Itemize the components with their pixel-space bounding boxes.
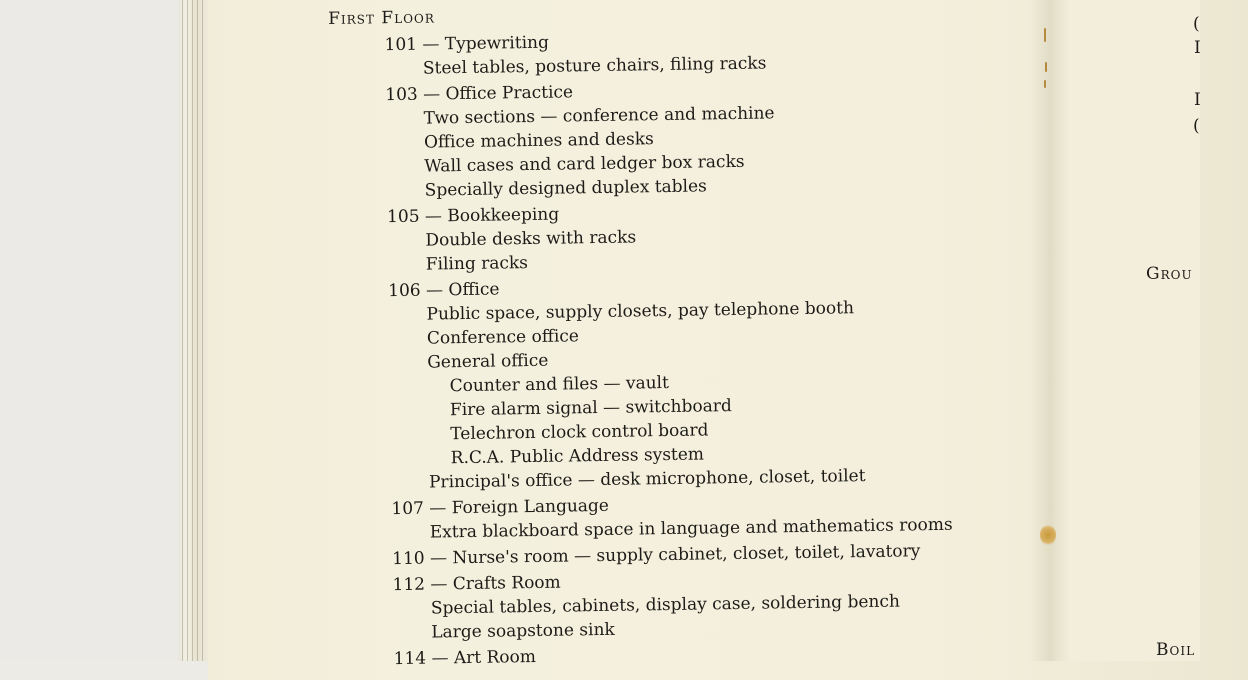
room-detail: Principal's office — desk microphone, closet, toilet [428, 466, 866, 493]
room-title: 105 — Bookkeeping [386, 204, 560, 228]
page-mark [1045, 62, 1047, 72]
room-title: 112 — Crafts Room [392, 572, 561, 596]
room-detail: Large soapstone sink [431, 619, 615, 643]
right-page-heading: Boil [1156, 640, 1196, 660]
right-page-edge-char: I [1194, 90, 1202, 110]
page-edges [178, 0, 208, 661]
room-detail: Double desks with racks [425, 227, 637, 251]
room-107 [335, 488, 1036, 546]
room-106 [332, 270, 1035, 496]
room-detail: Filing racks [425, 253, 529, 275]
room-detail: Special tables, cabinets, display case, soldering bench [430, 591, 901, 619]
section-heading: First Floor [328, 7, 435, 29]
room-detail: Office machines and desks [423, 129, 654, 153]
room-112 [336, 564, 1037, 646]
room-detail: Specially designed duplex tables [424, 176, 707, 201]
right-page-heading: Grou [1146, 264, 1193, 284]
room-detail: Two sections — conference and machine [423, 103, 775, 129]
page-stain [1040, 524, 1056, 546]
room-title: 101 — Typewriting [384, 32, 550, 56]
room-detail: Steel tables, posture chairs, filing racks [422, 53, 767, 79]
first-floor-list [328, 0, 1038, 672]
room-subdetail: Telechron clock control board [450, 420, 709, 445]
room-subdetail: Counter and files — vault [449, 372, 670, 397]
room-subdetail: Fire alarm signal — switchboard [449, 396, 732, 421]
right-page-edge-char: ( [1193, 116, 1201, 136]
room-title: 106 — Office [388, 279, 500, 302]
room-title: 107 — Foreign Language [391, 495, 610, 520]
room-detail: Conference office [426, 326, 580, 349]
room-101 [328, 24, 1029, 82]
room-detail: General office [427, 350, 549, 373]
room-title: 103 — Office Practice [385, 82, 574, 106]
background-surface [0, 0, 195, 661]
room-title: 110 — Nurse's room — supply cabinet, closet, toilet, lavatory [392, 541, 921, 570]
page-mark [1044, 28, 1046, 42]
room-detail: Public space, supply closets, pay telephone booth [426, 298, 855, 325]
page-mark [1044, 80, 1046, 88]
room-103 [329, 74, 1031, 204]
room-title: 114 — Art Room [393, 646, 537, 670]
room-detail: Wall cases and card ledger box racks [424, 151, 745, 177]
right-page-edge-char: ( [1193, 14, 1201, 34]
room-subdetail: R.C.A. Public Address system [450, 444, 705, 469]
right-page [1055, 0, 1200, 661]
right-page-edge-char: I [1194, 38, 1202, 58]
room-105 [331, 196, 1032, 278]
room-detail: Extra blackboard space in language and mathematics rooms [429, 514, 953, 543]
